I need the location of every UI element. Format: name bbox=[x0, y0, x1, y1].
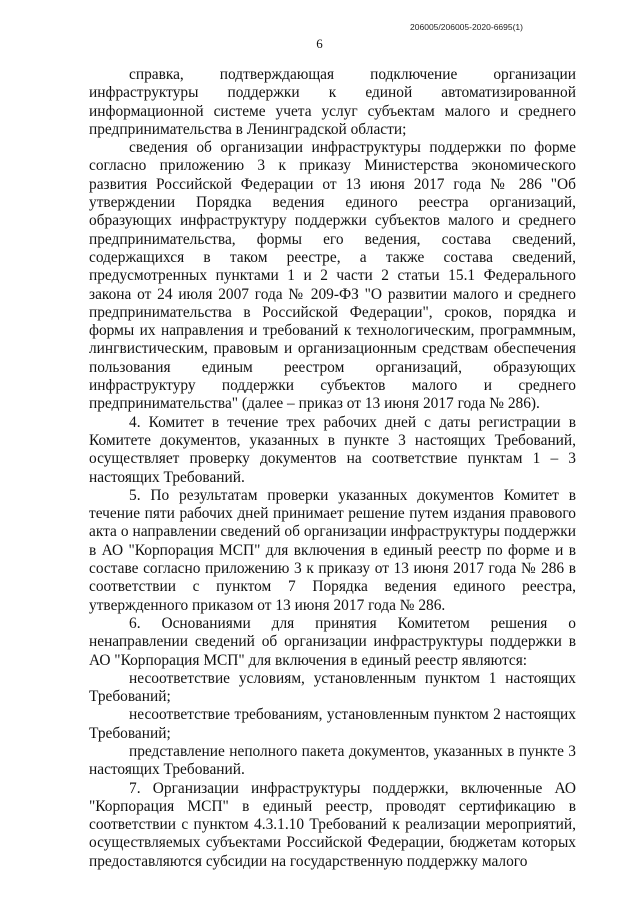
paragraph-clause-4: 4. Комитет в течение трех рабочих дней с даты регистрации в Комитете документов, указанных в пункте 3 настоящих Требований, осуществляет проверку документов на соответствие пунктам 1 – 3 настоящих Требований. bbox=[89, 413, 576, 486]
paragraph-clause-6: 6. Основаниями для принятия Комитетом решения о ненаправлении сведений об организации инфраструктуры поддержки в АО "Корпорация МСП" для включения в единый реестр являются: bbox=[89, 614, 576, 669]
paragraph-clause-5: 5. По результатам проверки указанных документов Комитет в течение пяти рабочих дней принимает решение путем издания правового акта о направлении сведений об организации инфраструктуры поддержки в АО "Корпорация МСП" для включения в единый реестр по форме и в составе согласно приложению 3 к приказу от 13 июня 2017 года № 286 в соответствии с пунктом 7 Порядка ведения единого реестра, утвержденного приказом от 13 июня 2017 года № 286. bbox=[89, 486, 576, 614]
paragraph-clause-6-item-1: несоответствие условиям, установленным пунктом 1 настоящих Требований; bbox=[89, 669, 576, 706]
paragraph-clause-6-item-3: представление неполного пакета документов, указанных в пункте 3 настоящих Требований. bbox=[89, 742, 576, 779]
document-id: 206005/206005-2020-6695(1) bbox=[410, 22, 523, 32]
paragraph-clause-6-item-2: несоответствие требованиям, установленным пунктом 2 настоящих Требований; bbox=[89, 706, 576, 742]
paragraph-clause-7: 7. Организации инфраструктуры поддержки, включенные АО "Корпорация МСП" в единый реестр, проводят сертификацию в соответствии с пунктом 4.3.1.10 Требований к реализации мероприятий, осуществляемых субъектами Российской Федерации, бюджетам которых предоставляются субсидии на государственную поддержку малого bbox=[89, 779, 576, 870]
page-number: 6 bbox=[316, 36, 323, 51]
document-body bbox=[89, 66, 576, 871]
paragraph-infrastructure-info: сведения об организации инфраструктуры поддержки по форме согласно приложению 3 к приказу Министерства экономического развития Российской Федерации от 13 июня 2017 года № 286 "Об утверждении Порядка ведения единого реестра организаций, образующих инфраструктуру поддержки субъектов малого и среднего предпринимательства, формы его ведения, состава сведений, содержащихся в таком реестре, а также состава сведений, предусмотренных пунктами 1 и 2 части 2 статьи 15.1 Федерального закона от 24 июля 2007 года № 209-ФЗ "О развитии малого и среднего предпринимательства в Российской Федерации", сроков, порядка и формы их направления и требований к технологическим, программным, лингвистическим, правовым и организационным средствам обеспечения пользования единым реестром организаций, образующих инфраструктуру поддержки субъектов малого и среднего предпринимательства" (далее – приказ от 13 июня 2017 года № 286). bbox=[89, 139, 576, 413]
paragraph-certificate: справка, подтверждающая подключение организации инфраструктуры поддержки к единой автоматизированной информационной системе учета услуг субъектам малого и среднего предпринимательства в Ленинградской области; bbox=[89, 66, 576, 138]
